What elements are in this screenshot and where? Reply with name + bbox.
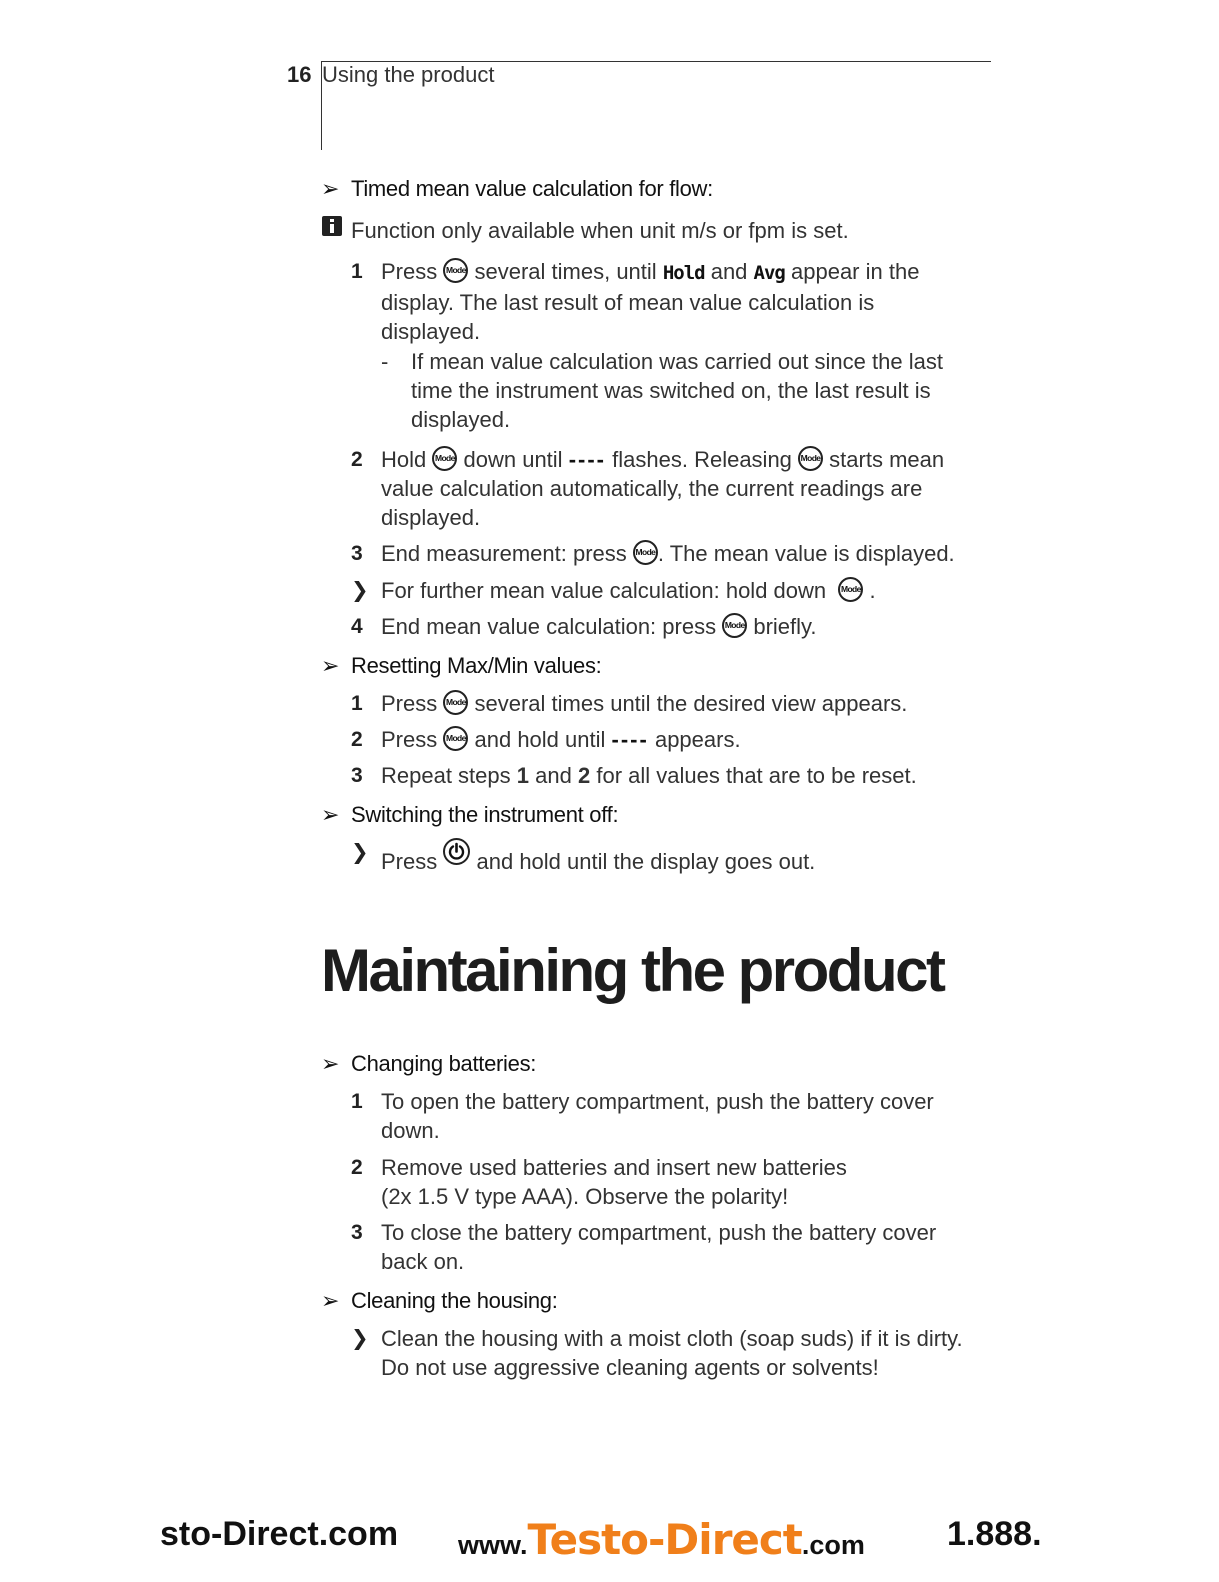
arrow-icon: ➢ [321,653,340,678]
brand-name: Testo-Direct [527,1515,802,1564]
heading-batteries: ➢ Changing batteries: [321,1051,537,1076]
timed-step-further: ❯ For further mean value calculation: hold down Mode . [351,578,876,603]
lcd-hold: Hold [662,262,705,284]
section-title: Using the product [322,62,495,87]
timed-step-3: 3 End measurement: press Mode . The mean value is displayed. [351,541,955,566]
page-number: 16 [287,62,312,87]
timed-step-1-sub: - If mean value calculation was carried out since the last time the instrument was switched on, the last result is displayed. [381,349,943,432]
arrow-icon: ➢ [321,1051,340,1076]
footer-phone: 1.888. [947,1515,1042,1553]
chevron-right-icon: ❯ [351,1327,369,1350]
chevron-right-icon: ❯ [351,579,369,602]
arrow-icon: ➢ [321,1288,340,1313]
heading-housing: ➢ Cleaning the housing: [321,1288,558,1313]
mode-button-icon: Mode [443,258,468,283]
heading-timed-mean: ➢ Timed mean value calculation for flow: [321,176,713,201]
battery-step-3: 3 To close the battery compartment, push the battery cover back on. [351,1220,937,1274]
footer-center-url: www.Testo-Direct.com [458,1515,865,1564]
lcd-dashes: ---- [611,727,649,752]
timed-step-4: 4 End mean value calculation: press Mode briefly. [351,614,817,639]
arrow-icon: ➢ [321,802,340,827]
mode-button-icon: Mode [633,540,658,565]
chapter-title: Maintaining the product [321,937,944,1004]
mode-button-icon: Mode [722,613,747,638]
power-button-icon [443,838,470,865]
housing-step: ❯ Clean the housing with a moist cloth (soap suds) if it is dirty. Do not use aggressive cleaning agents or solvents! [351,1326,963,1380]
reset-step-2: 2 Press Mode and hold until ---- appears. [351,727,741,752]
reset-step-1: 1 Press Mode several times until the desired view appears. [351,691,908,716]
heading-switch-off: ➢ Switching the instrument off: [321,802,619,827]
mode-button-icon: Mode [838,577,863,602]
lcd-avg: Avg [753,262,785,284]
mode-button-icon: Mode [798,446,823,471]
battery-step-2: 2 Remove used batteries and insert new batteries (2x 1.5 V type AAA). Observe the polarity! [351,1155,847,1209]
timed-step-2: 2 Hold Mode down until ---- flashes. Releasing Mode starts mean value calculation automatically, the current readings are displayed. [351,447,945,530]
reset-step-3: 3 Repeat steps 1 and 2 for all values that are to be reset. [351,763,917,788]
heading-reset: ➢ Resetting Max/Min values: [321,653,602,678]
footer-left-url: sto-Direct.com [160,1515,399,1553]
info-note: Function only available when unit m/s or fpm is set. [351,218,849,243]
lcd-dashes: ---- [568,447,607,472]
mode-button-icon: Mode [443,690,468,715]
mode-button-icon: Mode [432,446,457,471]
switch-off-step: ❯ Press and hold until the display goes out. [351,838,991,876]
arrow-icon: ➢ [321,176,340,201]
timed-step-1: 1 Press Mode several times, until Hold and Avg appear in the display. The last result of mean value calculation is displayed. [351,259,920,344]
chevron-right-icon: ❯ [351,841,369,864]
mode-button-icon: Mode [443,726,468,751]
info-icon [322,216,342,236]
battery-step-1: 1 To open the battery compartment, push the battery cover down. [351,1089,934,1143]
